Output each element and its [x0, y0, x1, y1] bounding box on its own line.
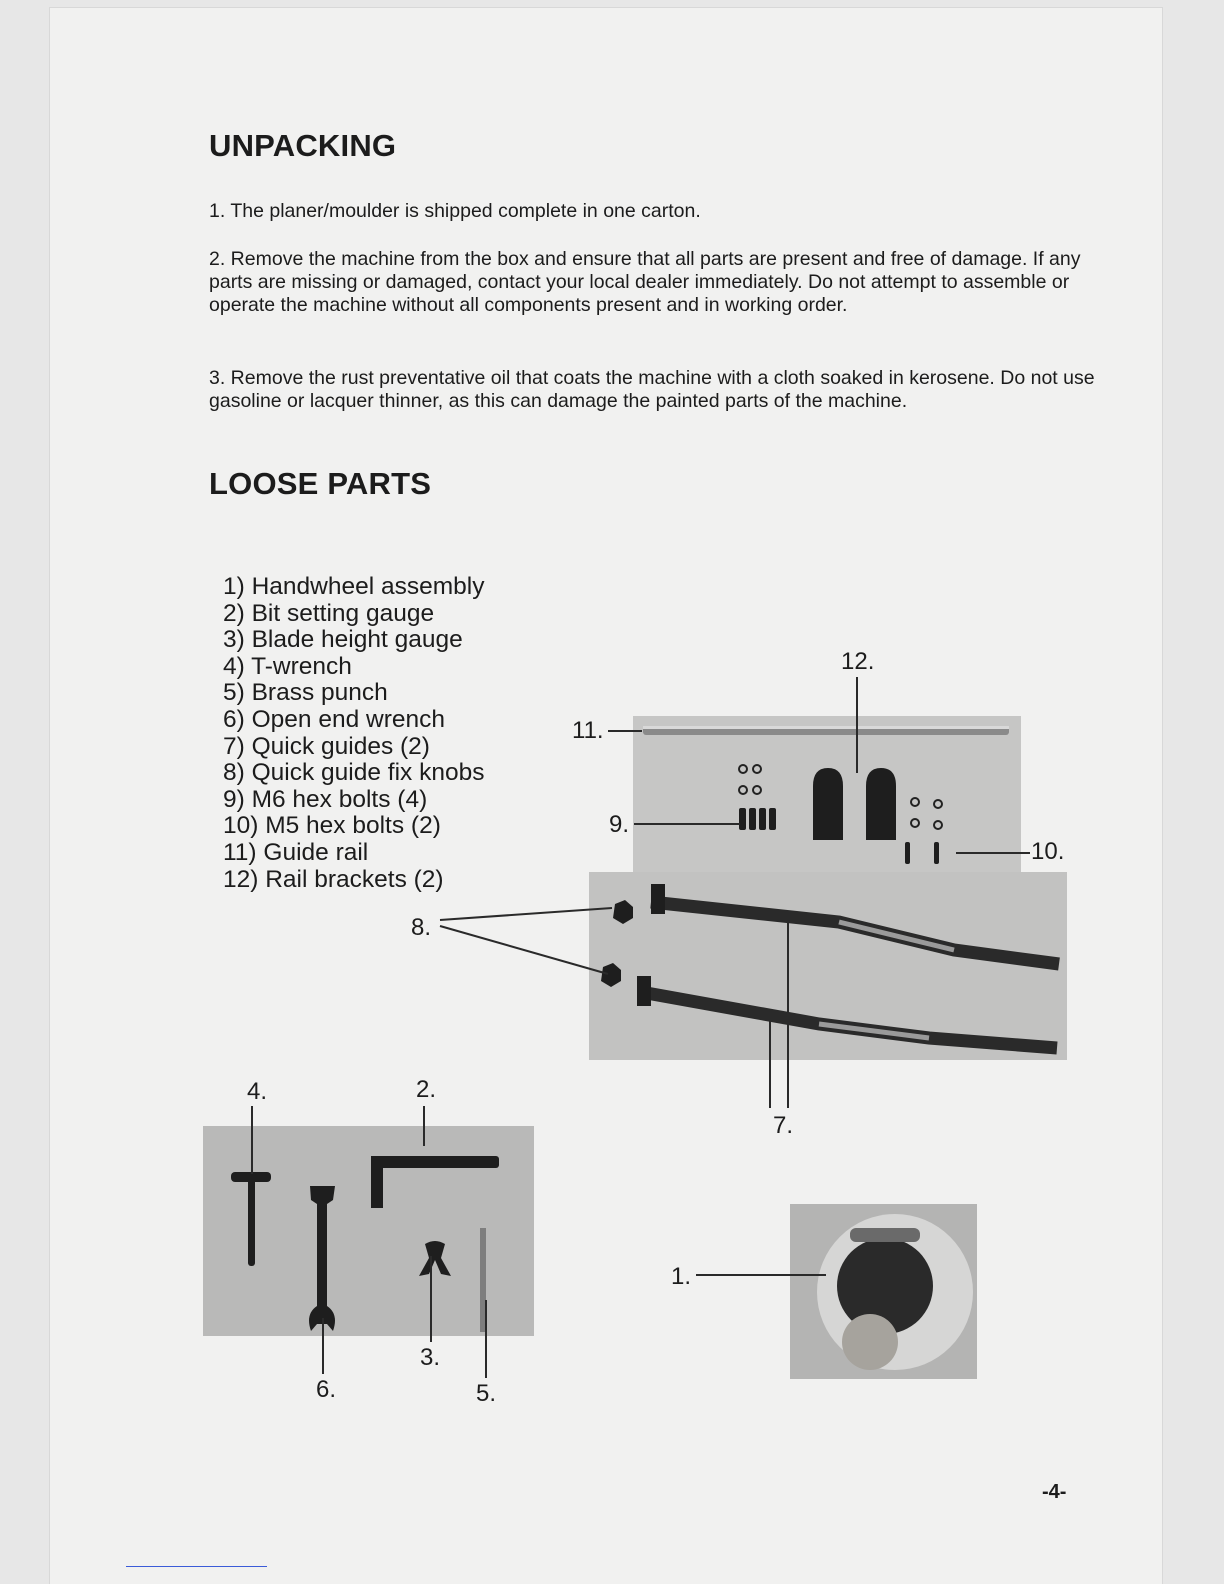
rail-brackets-bolts-illustration [633, 716, 1021, 872]
leader-line-3 [430, 1256, 432, 1342]
parts-list-item: 2) Bit setting gauge [223, 599, 435, 627]
parts-list-item: 5) Brass punch [223, 679, 388, 707]
parts-list-item: 12) Rail brackets (2) [223, 865, 444, 893]
leader-line-6 [322, 1318, 324, 1374]
parts-list-item: 9) M6 hex bolts (4) [223, 785, 428, 813]
parts-list-item: 1) Handwheel assembly [223, 573, 485, 600]
leader-line-1 [696, 1274, 826, 1276]
unpacking-step-3: 3. Remove the rust preventative oil that coats the machine with a cloth soaked in kerosene. Do not use gasoline or lacquer thinner, as this can damage the painted parts of the machine. [209, 367, 1095, 412]
callout-1: 1. [671, 1263, 692, 1290]
photo-rail-brackets-bolts [633, 716, 1021, 872]
callout-11: 11. [572, 717, 604, 744]
callout-8: 8. [411, 914, 432, 941]
photo-handwheel [790, 1204, 977, 1379]
leader-line-4 [251, 1106, 253, 1174]
leader-line-12 [856, 677, 858, 773]
leader-lines-8 [436, 896, 626, 986]
callout-12: 12. [841, 648, 875, 675]
parts-list-item: 6) Open end wrench [223, 705, 445, 733]
callout-5: 5. [476, 1380, 497, 1407]
leader-line-11 [608, 730, 642, 732]
parts-list-item: 11) Guide rail [223, 838, 369, 866]
leader-line-10 [956, 852, 1030, 854]
page-number: -4- [1042, 1481, 1067, 1503]
unpacking-step-1: 1. The planer/moulder is shipped complete in one carton. [209, 200, 701, 222]
callout-10: 10. [1031, 838, 1065, 865]
leader-line-9 [634, 823, 740, 825]
parts-list-item: 4) T-wrench [223, 652, 352, 680]
parts-list [223, 574, 563, 893]
quick-guides-illustration [589, 872, 1067, 1060]
leader-line-5 [485, 1300, 487, 1378]
callout-9: 9. [609, 811, 630, 838]
bottom-rule [126, 1566, 267, 1567]
loose-parts-heading: LOOSE PARTS [209, 466, 432, 501]
callout-6: 6. [316, 1376, 337, 1403]
unpacking-heading: UNPACKING [209, 128, 397, 163]
unpacking-step-2: 2. Remove the machine from the box and ensure that all parts are present and free of damage. If any parts are missing or damaged, contact your local dealer immediately. Do not attempt to assemble or operate the machine without all components present and in working order. [209, 248, 1081, 316]
leader-line-2 [423, 1106, 425, 1146]
leader-line-7a [769, 1020, 771, 1108]
photo-quick-guides [589, 872, 1067, 1060]
callout-2: 2. [416, 1076, 437, 1103]
callout-3: 3. [420, 1344, 441, 1371]
parts-list-item: 8) Quick guide fix knobs [223, 759, 485, 787]
parts-list-item: 10) M5 hex bolts (2) [223, 812, 441, 840]
parts-list-item: 3) Blade height gauge [223, 626, 463, 654]
callout-4: 4. [247, 1078, 268, 1105]
leader-line-7b [787, 920, 789, 1108]
parts-list-item: 7) Quick guides (2) [223, 732, 430, 760]
callout-7: 7. [773, 1112, 794, 1139]
handwheel-illustration [790, 1204, 977, 1379]
